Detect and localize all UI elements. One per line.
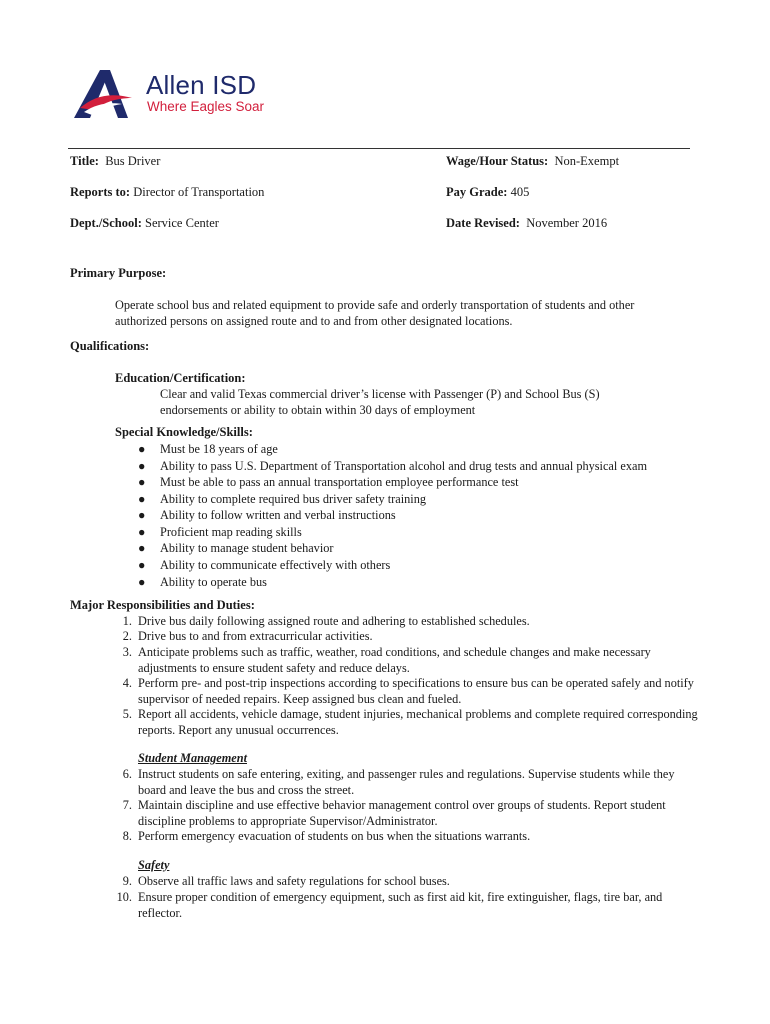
primary-purpose-heading: Primary Purpose: — [70, 266, 167, 280]
skills-heading: Special Knowledge/Skills: — [115, 425, 253, 439]
skill-text: Ability to communicate effectively with others — [160, 558, 391, 572]
title-field — [70, 154, 160, 169]
safety-heading: Safety — [138, 858, 170, 872]
eagle-a-logo-icon — [70, 68, 138, 120]
education-line-1: Clear and valid Texas commercial driver’s license with Passenger (P) and School Bus (S) — [160, 387, 600, 401]
reports-label: Reports to: — [70, 185, 131, 199]
bullet-icon: ● — [138, 475, 146, 489]
bullet-icon: ● — [138, 442, 146, 456]
district-logo — [70, 68, 270, 124]
education-heading: Education/Certification: — [115, 371, 246, 385]
duty-number: 7. — [122, 798, 132, 812]
wage-label: Wage/Hour Status: — [446, 154, 549, 168]
duty-number: 8. — [122, 829, 132, 843]
revised-label: Date Revised: — [446, 216, 520, 230]
dept-value: Service Center — [145, 216, 219, 230]
skill-text: Ability to follow written and verbal instructions — [160, 508, 396, 522]
duty-number: 3. — [122, 645, 132, 659]
bullet-icon: ● — [138, 558, 146, 572]
duty-number: 6. — [122, 767, 132, 781]
dept-label: Dept./School: — [70, 216, 142, 230]
bullet-icon: ● — [138, 575, 146, 589]
duty-text: Maintain discipline and use effective behavior management control over groups of students. Report student discipline problems to appropriate Supervisor/Administrator. — [138, 798, 666, 828]
reports-field — [70, 185, 264, 200]
bullet-icon: ● — [138, 525, 146, 539]
reports-value: Director of Transportation — [133, 185, 265, 199]
education-line-2: endorsements or ability to obtain within 30 days of employment — [160, 403, 476, 417]
bullet-icon: ● — [138, 508, 146, 522]
skill-text: Ability to manage student behavior — [160, 541, 334, 555]
logo-title: Allen ISD — [146, 70, 257, 100]
duty-text: Drive bus daily following assigned route and adhering to established schedules. — [138, 614, 530, 628]
revised-value: November 2016 — [526, 216, 608, 230]
bullet-icon: ● — [138, 459, 146, 473]
duty-number: 10. — [116, 890, 132, 904]
dept-field — [70, 216, 219, 231]
primary-purpose-line-1: Operate school bus and related equipment to provide safe and orderly transportation of students and other — [115, 298, 635, 312]
duty-number: 5. — [122, 707, 132, 721]
skill-text: Must be 18 years of age — [160, 442, 278, 456]
bullet-icon: ● — [138, 492, 146, 506]
duty-text: Perform emergency evacuation of students on bus when the situations warrants. — [138, 829, 531, 843]
skill-text: Proficient map reading skills — [160, 525, 302, 539]
title-value: Bus Driver — [105, 154, 161, 168]
duties-heading: Major Responsibilities and Duties: — [70, 598, 255, 612]
skill-text: Must be able to pass an annual transportation employee performance test — [160, 475, 519, 489]
primary-purpose-line-2: authorized persons on assigned route and to and from other designated locations. — [115, 314, 513, 328]
duty-text: Drive bus to and from extracurricular activities. — [138, 629, 373, 643]
duty-text: Ensure proper condition of emergency equipment, such as first aid kit, fire extinguisher, flags, tire bar, and reflector. — [138, 890, 663, 920]
qualifications-heading: Qualifications: — [70, 339, 150, 353]
revised-field — [446, 216, 607, 231]
grade-field — [446, 185, 529, 200]
duty-number: 1. — [122, 614, 132, 628]
header-divider — [68, 148, 690, 149]
duty-number: 9. — [122, 874, 132, 888]
wage-value: Non-Exempt — [554, 154, 620, 168]
duty-text: Instruct students on safe entering, exiting, and passenger rules and regulations. Supervise students while they board and leave the bus and cross the street. — [138, 767, 675, 797]
grade-value: 405 — [510, 185, 530, 199]
wage-field — [446, 154, 619, 169]
skill-text: Ability to pass U.S. Department of Transportation alcohol and drug tests and annual physical exam — [160, 459, 648, 473]
duty-text: Perform pre- and post-trip inspections according to specifications to ensure bus can be operated safely and notify supervisor of needed repairs. Keep assigned bus clean and fueled. — [138, 676, 694, 706]
student-management-heading: Student Management — [138, 751, 247, 765]
grade-label: Pay Grade: — [446, 185, 508, 199]
duty-text: Report all accidents, vehicle damage, student injuries, mechanical problems and complete required corresponding reports. Report any unusual occurrences. — [138, 707, 698, 737]
skill-text: Ability to complete required bus driver safety training — [160, 492, 427, 506]
title-label: Title: — [70, 154, 99, 168]
duty-text: Observe all traffic laws and safety regulations for school buses. — [138, 874, 450, 888]
logo-tagline: Where Eagles Soar — [147, 99, 265, 114]
duty-number: 4. — [122, 676, 132, 690]
duty-number: 2. — [122, 629, 132, 643]
skill-text: Ability to operate bus — [160, 575, 267, 589]
bullet-icon: ● — [138, 541, 146, 555]
duty-text: Anticipate problems such as traffic, weather, road conditions, and schedule changes and make necessary adjustments to ensure student safety and reduce delays. — [138, 645, 651, 675]
